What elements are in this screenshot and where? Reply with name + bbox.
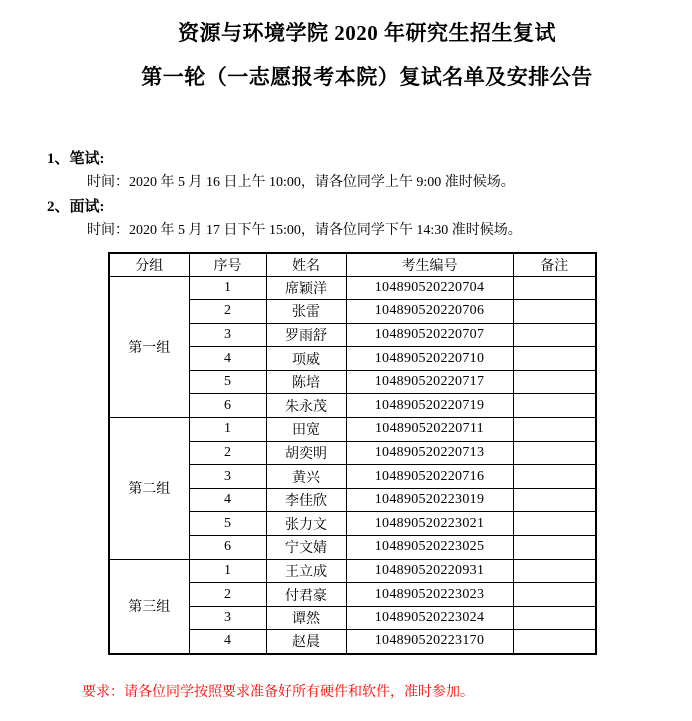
written-exam-heading: 1、笔试: [47, 151, 105, 167]
group-cell: 第二组 [109, 418, 189, 560]
candidate-id-cell: 104890520220706 [346, 300, 513, 324]
seq-cell: 3 [189, 465, 266, 489]
name-cell: 张雷 [266, 300, 346, 324]
column-header-candidate-id: 考生编号 [346, 253, 513, 276]
name-cell: 谭然 [266, 606, 346, 630]
remark-cell [513, 276, 596, 300]
seq-cell: 4 [189, 630, 266, 654]
remark-cell [513, 394, 596, 418]
remark-cell [513, 441, 596, 465]
seq-cell: 4 [189, 488, 266, 512]
interview-roster-table [108, 252, 597, 655]
table-row [109, 559, 596, 583]
remark-cell [513, 370, 596, 394]
candidate-id-cell: 104890520220710 [346, 347, 513, 371]
remark-cell [513, 347, 596, 371]
group-cell: 第一组 [109, 276, 189, 418]
remark-cell [513, 323, 596, 347]
remark-cell [513, 606, 596, 630]
interview-heading: 2、面试: [47, 199, 105, 215]
name-cell: 席颖洋 [266, 276, 346, 300]
candidate-id-cell: 104890520223019 [346, 488, 513, 512]
seq-cell: 3 [189, 606, 266, 630]
name-cell: 张力文 [266, 512, 346, 536]
column-header-name: 姓名 [266, 253, 346, 276]
candidate-id-cell: 104890520220707 [346, 323, 513, 347]
seq-cell: 4 [189, 347, 266, 371]
table-row [109, 418, 596, 442]
remark-cell [513, 512, 596, 536]
name-cell: 罗雨舒 [266, 323, 346, 347]
column-header-group: 分组 [109, 253, 189, 276]
seq-cell: 2 [189, 441, 266, 465]
candidate-id-cell: 104890520223021 [346, 512, 513, 536]
column-header-seq: 序号 [189, 253, 266, 276]
name-cell: 朱永茂 [266, 394, 346, 418]
column-header-remark: 备注 [513, 253, 596, 276]
seq-cell: 1 [189, 559, 266, 583]
page-title-line2: 第一轮（一志愿报考本院）复试名单及安排公告 [141, 65, 593, 89]
candidate-id-cell: 104890520220711 [346, 418, 513, 442]
remark-cell [513, 630, 596, 654]
seq-cell: 1 [189, 276, 266, 300]
seq-cell: 6 [189, 536, 266, 560]
candidate-id-cell: 104890520223024 [346, 606, 513, 630]
remark-cell [513, 583, 596, 607]
name-cell: 王立成 [266, 559, 346, 583]
written-exam-time: 时间：2020 年 5 月 16 日上午 10:00，请各位同学上午 9:00 准时候场。 [87, 175, 515, 190]
remark-cell [513, 418, 596, 442]
remark-cell [513, 488, 596, 512]
remark-cell [513, 300, 596, 324]
remark-cell [513, 536, 596, 560]
requirement-note: 要求：请各位同学按照要求准备好所有硬件和软件，准时参加。 [82, 685, 474, 700]
table-header-row [109, 253, 596, 276]
candidate-id-cell: 104890520220717 [346, 370, 513, 394]
name-cell: 宁文婧 [266, 536, 346, 560]
candidate-id-cell: 104890520220719 [346, 394, 513, 418]
seq-cell: 5 [189, 370, 266, 394]
seq-cell: 5 [189, 512, 266, 536]
name-cell: 李佳欣 [266, 488, 346, 512]
candidate-id-cell: 104890520223025 [346, 536, 513, 560]
interview-time: 时间：2020 年 5 月 17 日下午 15:00，请各位同学下午 14:30 准时候场。 [87, 223, 522, 238]
candidate-id-cell: 104890520220713 [346, 441, 513, 465]
name-cell: 田宽 [266, 418, 346, 442]
seq-cell: 6 [189, 394, 266, 418]
table-row [109, 276, 596, 300]
remark-cell [513, 465, 596, 489]
group-cell: 第三组 [109, 559, 189, 653]
remark-cell [513, 559, 596, 583]
seq-cell: 2 [189, 300, 266, 324]
candidate-id-cell: 104890520223170 [346, 630, 513, 654]
name-cell: 项威 [266, 347, 346, 371]
candidate-id-cell: 104890520220716 [346, 465, 513, 489]
seq-cell: 1 [189, 418, 266, 442]
name-cell: 胡奕明 [266, 441, 346, 465]
candidate-id-cell: 104890520223023 [346, 583, 513, 607]
name-cell: 陈培 [266, 370, 346, 394]
candidate-id-cell: 104890520220931 [346, 559, 513, 583]
name-cell: 赵晨 [266, 630, 346, 654]
candidate-id-cell: 104890520220704 [346, 276, 513, 300]
name-cell: 黄兴 [266, 465, 346, 489]
seq-cell: 3 [189, 323, 266, 347]
name-cell: 付君豪 [266, 583, 346, 607]
page-title-line1: 资源与环境学院 2020 年研究生招生复试 [178, 21, 556, 45]
seq-cell: 2 [189, 583, 266, 607]
